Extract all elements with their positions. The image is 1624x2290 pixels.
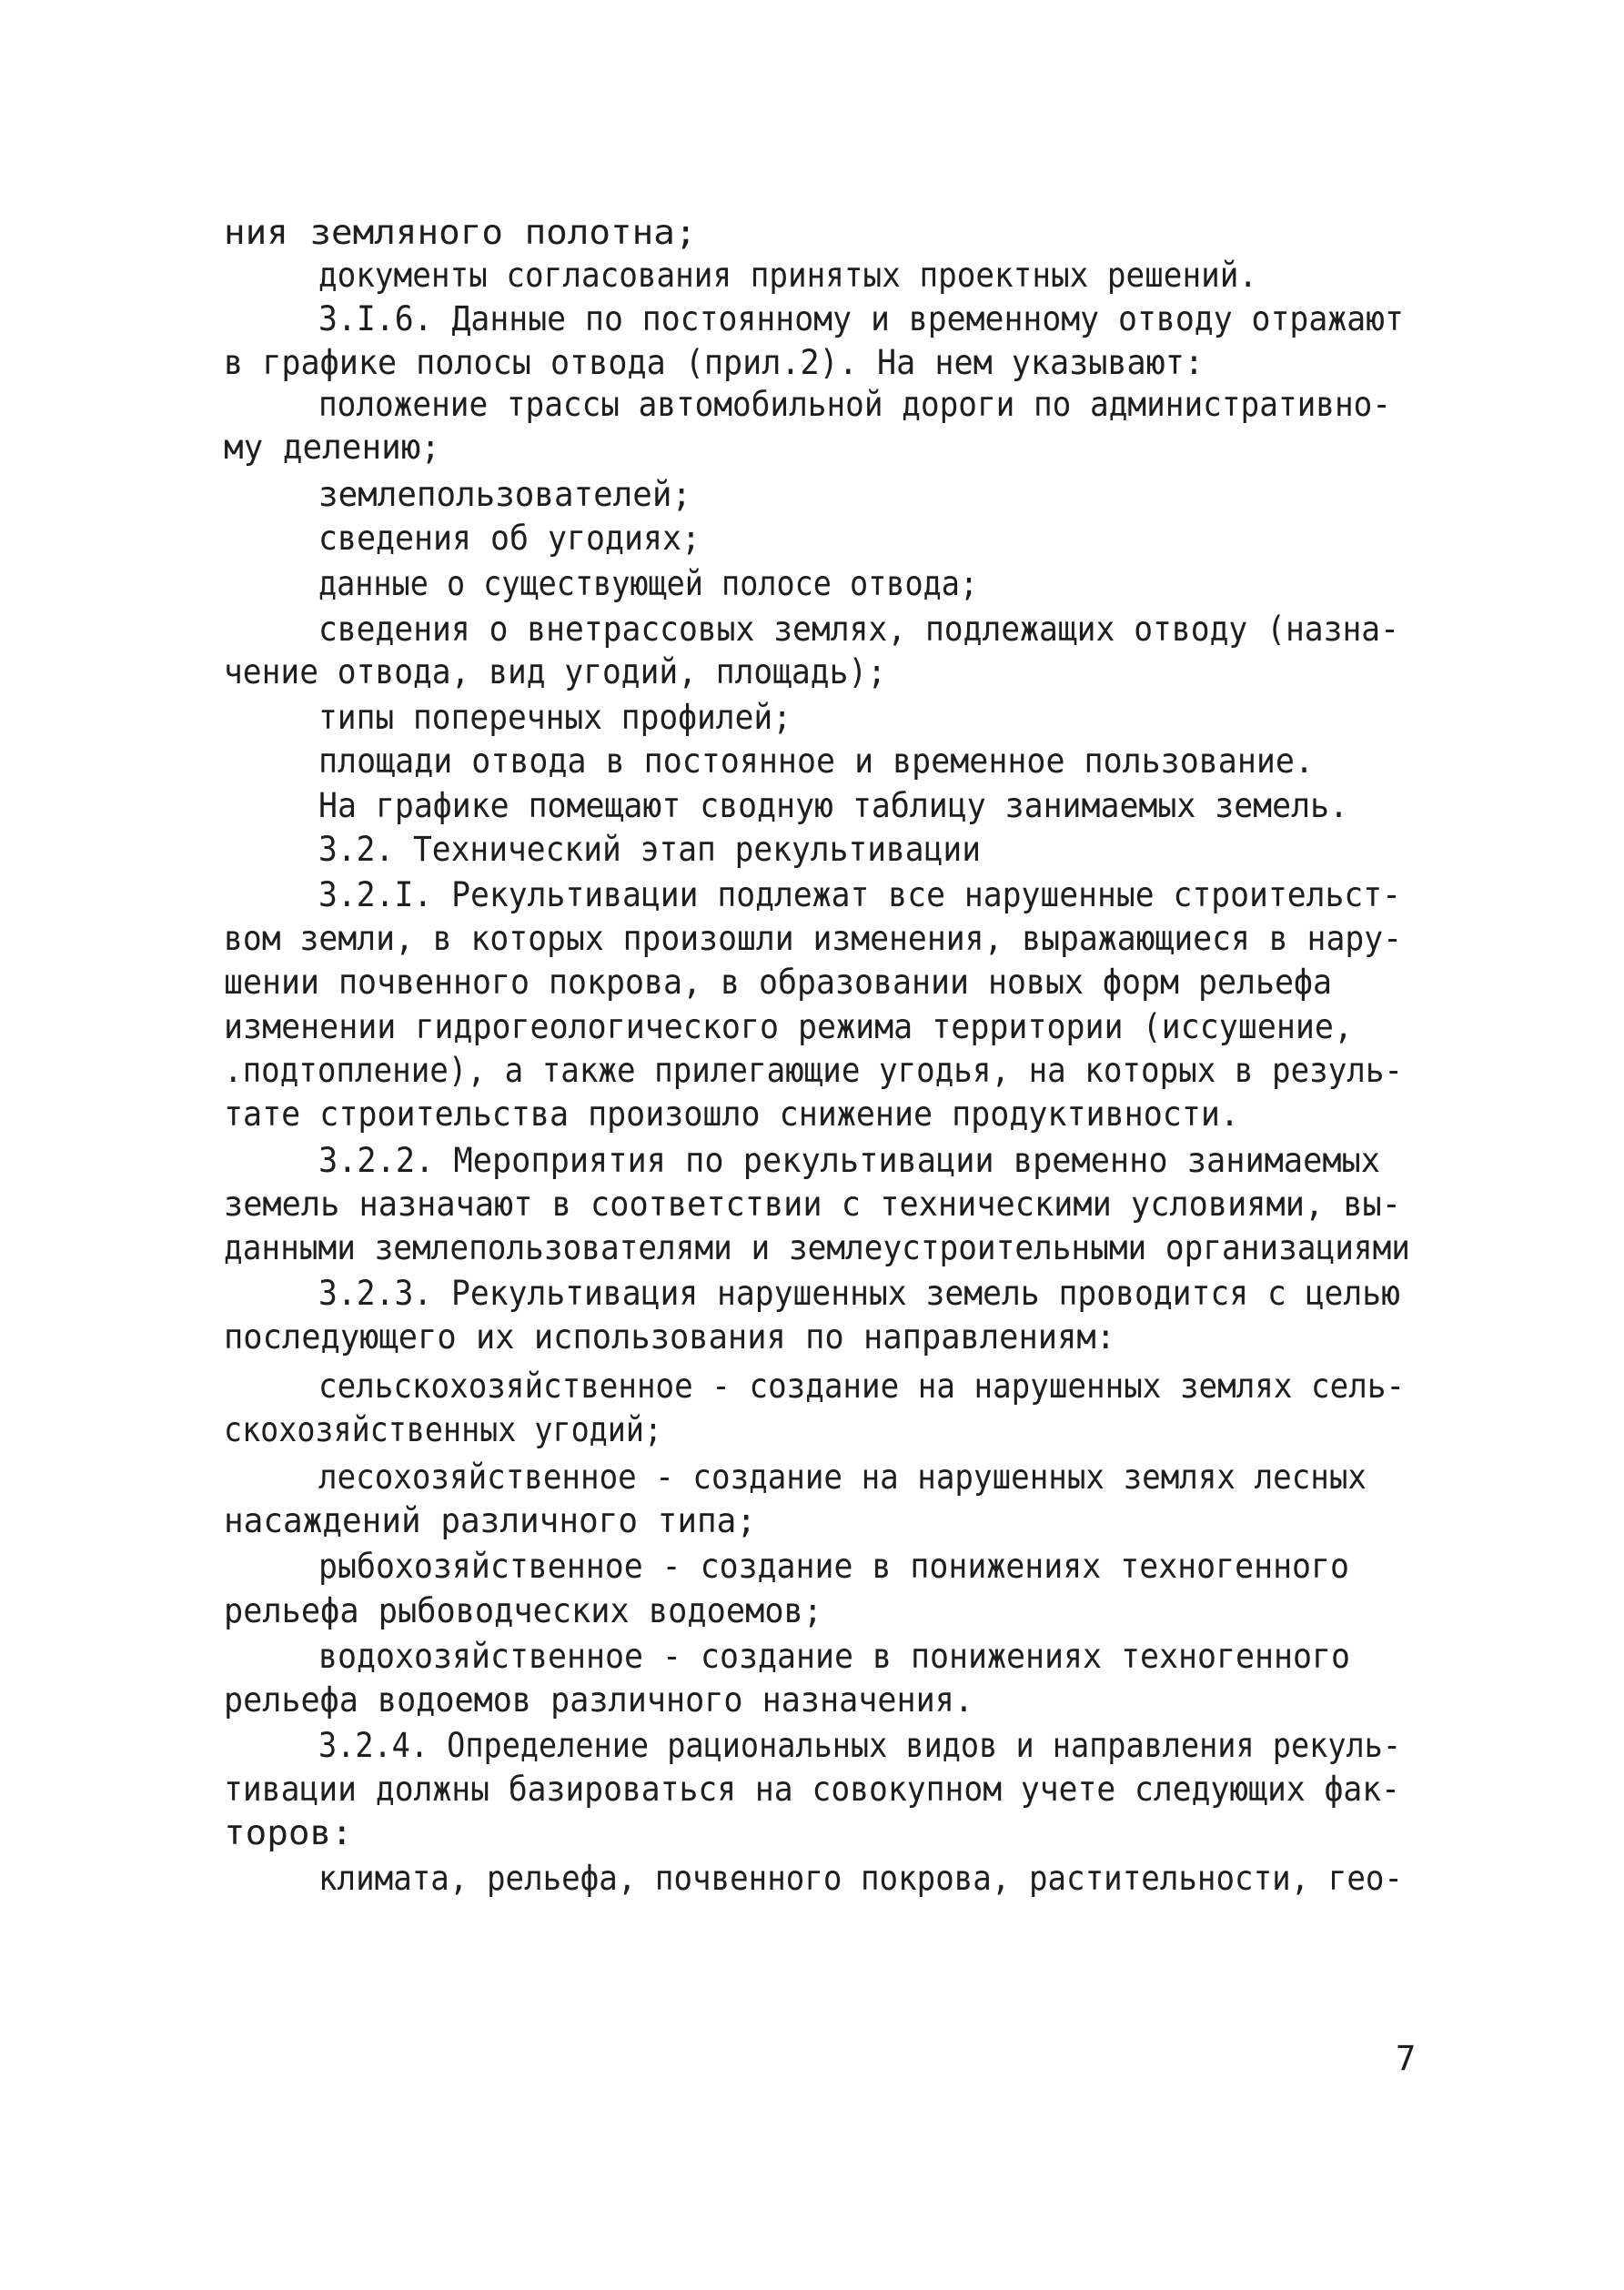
text-line: ния земляного полотна; — [224, 213, 697, 252]
text-line: рельефа водоемов различного назначения. — [224, 1680, 973, 1720]
text-line: тате строительства произошло снижение продуктивности. — [224, 1095, 1239, 1134]
text-line: сведения об угодиях; — [318, 519, 701, 558]
text-line: му делению; — [224, 428, 440, 467]
text-line: сельскохозяйственное - создание на нарушенных землях сель- — [318, 1367, 1405, 1406]
text-line: 3.2.4. Определение рациональных видов и направления рекуль- — [318, 1726, 1401, 1765]
text-line: рельефа рыбоводческих водоемов; — [224, 1591, 822, 1630]
text-line: вом земли, в которых произошли изменения, выражающиеся в нару- — [224, 919, 1402, 958]
page-number: 7 — [1396, 2039, 1417, 2078]
text-line: шении почвенного покрова, в образовании новых форм рельефа — [224, 963, 1332, 1002]
text-line: 3.2.I. Рекультивации подлежат все нарушенные строительст- — [318, 875, 1401, 914]
text-line: последующего их использования по направлениям: — [224, 1317, 1115, 1357]
text-line: На графике помещают сводную таблицу занимаемых земель. — [318, 786, 1348, 825]
text-line: землепользователей; — [318, 475, 691, 514]
text-line: тивации должны базироваться на совокупном учете следующих фак- — [224, 1770, 1400, 1809]
text-line: документы согласования принятых проектных решений. — [318, 256, 1257, 295]
text-line: данные о существующей полосе отвода; — [318, 564, 978, 603]
text-line: водохозяйственное - создание в понижениях техногенного — [318, 1637, 1350, 1676]
text-line: чение отвода, вид угодий, площадь); — [224, 652, 886, 691]
text-line: 3.I.6. Данные по постоянному и временному отводу отражают — [318, 299, 1404, 338]
text-line: данными землепользователями и землеустроительными организациями — [224, 1228, 1410, 1267]
text-line: изменении гидрогеологического режима территории (иссушение, — [224, 1007, 1353, 1046]
text-line: сведения о внетрассовых землях, подлежащих отводу (назна- — [318, 610, 1399, 649]
text-line: скохозяйственных угодий; — [224, 1410, 662, 1449]
text-line: .подтопление), а также прилегающие угодья, на которых в резуль- — [224, 1051, 1403, 1090]
text-line: положение трассы автомобильной дороги по административно- — [318, 385, 1391, 424]
text-line: насаждений различного типа; — [224, 1501, 756, 1540]
text-line: земель назначают в соответствии с техническими условиями, вы- — [224, 1185, 1401, 1224]
section-heading: 3.2. Технический этап рекультивации — [318, 830, 981, 869]
text-line: 3.2.2. Мероприятия по рекультивации временно занимаемых — [318, 1141, 1380, 1180]
text-line: 3.2.3. Рекультивация нарушенных земель проводится с целью — [318, 1274, 1400, 1313]
text-line: площади отвода в постоянное и временное пользование. — [318, 741, 1314, 781]
text-line: торов: — [224, 1813, 353, 1852]
text-line: типы поперечных профилей; — [318, 698, 792, 737]
text-line: лесохозяйственное - создание на нарушенных землях лесных — [318, 1458, 1367, 1497]
text-line: в графике полосы отвода (прил.2). На нем указывают: — [224, 343, 1204, 382]
text-line: рыбохозяйственное - создание в понижениях техногенного — [318, 1547, 1349, 1586]
text-line: климата, рельефа, почвенного покрова, растительности, гео- — [318, 1859, 1403, 1898]
